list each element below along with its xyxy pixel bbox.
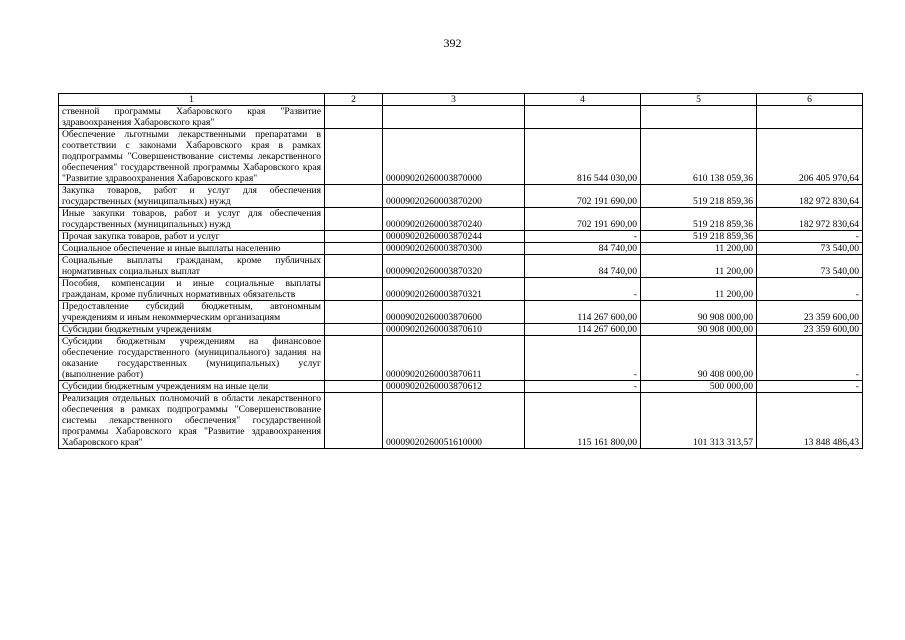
row-value-col-5: 90 908 000,00 — [641, 301, 757, 324]
row-value-col-6 — [757, 106, 863, 129]
row-code: 00009020260003870321 — [383, 278, 525, 301]
row-description: Социальное обеспечение и иные выплаты населению — [59, 243, 325, 255]
row-description: Закупка товаров, работ и услуг для обеспечения государственных (муниципальных) нужд — [59, 185, 325, 208]
row-value-col-4: - — [525, 231, 641, 243]
table-row — [59, 231, 863, 243]
header-col-4: 4 — [525, 94, 641, 106]
row-col-2 — [325, 208, 383, 231]
row-code — [383, 106, 525, 129]
row-value-col-4: 702 191 690,00 — [525, 185, 641, 208]
table-row — [59, 106, 863, 129]
row-col-2 — [325, 278, 383, 301]
header-col-6: 6 — [757, 94, 863, 106]
table-row — [59, 255, 863, 278]
row-value-col-6: - — [757, 336, 863, 381]
row-value-col-4: 114 267 600,00 — [525, 324, 641, 336]
row-code: 00009020260003870000 — [383, 129, 525, 185]
row-value-col-6: 23 359 600,00 — [757, 324, 863, 336]
row-col-2 — [325, 255, 383, 278]
row-value-col-6: 182 972 830,64 — [757, 208, 863, 231]
row-value-col-6: 182 972 830,64 — [757, 185, 863, 208]
row-value-col-6: 73 540,00 — [757, 243, 863, 255]
row-code: 00009020260003870600 — [383, 301, 525, 324]
row-description: ственной программы Хабаровского края "Развитие здравоохранения Хабаровского края" — [59, 106, 325, 129]
table-row — [59, 278, 863, 301]
row-code: 00009020260003870240 — [383, 208, 525, 231]
header-col-5: 5 — [641, 94, 757, 106]
row-value-col-5: 90 408 000,00 — [641, 336, 757, 381]
row-code: 00009020260003870610 — [383, 324, 525, 336]
row-value-col-5: 519 218 859,36 — [641, 208, 757, 231]
row-value-col-5: 500 000,00 — [641, 381, 757, 393]
page-number: 392 — [443, 36, 462, 50]
row-col-2 — [325, 324, 383, 336]
table-row — [59, 301, 863, 324]
row-col-2 — [325, 301, 383, 324]
row-col-2 — [325, 381, 383, 393]
row-col-2 — [325, 129, 383, 185]
table-row — [59, 393, 863, 449]
row-code: 00009020260051610000 — [383, 393, 525, 449]
row-value-col-5: 519 218 859,36 — [641, 185, 757, 208]
row-code: 00009020260003870612 — [383, 381, 525, 393]
row-value-col-6: 206 405 970,64 — [757, 129, 863, 185]
row-value-col-5: 11 200,00 — [641, 255, 757, 278]
row-value-col-4: 114 267 600,00 — [525, 301, 641, 324]
table-row — [59, 381, 863, 393]
header-row — [59, 94, 863, 106]
row-description: Субсидии бюджетным учреждениям — [59, 324, 325, 336]
row-col-2 — [325, 336, 383, 381]
row-code: 00009020260003870244 — [383, 231, 525, 243]
row-value-col-4 — [525, 106, 641, 129]
header-col-1: 1 — [59, 94, 325, 106]
row-value-col-5 — [641, 106, 757, 129]
row-value-col-4: 84 740,00 — [525, 255, 641, 278]
row-col-2 — [325, 231, 383, 243]
row-value-col-5: 11 200,00 — [641, 243, 757, 255]
row-description: Реализация отдельных полномочий в области лекарственного обеспечения в рамках подпрограммы "Совершенствование системы лекарственного обеспечения" государственной программы Хабаровского края "Развитие здравоохранения Хабаровского края" — [59, 393, 325, 449]
row-value-col-4: 816 544 030,00 — [525, 129, 641, 185]
row-description: Социальные выплаты гражданам, кроме публичных нормативных социальных выплат — [59, 255, 325, 278]
row-description: Предоставление субсидий бюджетным, автономным учреждениям и иным некоммерческим организациям — [59, 301, 325, 324]
row-description: Пособия, компенсации и иные социальные выплаты гражданам, кроме публичных нормативных обязательств — [59, 278, 325, 301]
row-value-col-6: - — [757, 381, 863, 393]
row-description: Прочая закупка товаров, работ и услуг — [59, 231, 325, 243]
row-value-col-5: 610 138 059,36 — [641, 129, 757, 185]
row-value-col-4: 702 191 690,00 — [525, 208, 641, 231]
row-code: 00009020260003870320 — [383, 255, 525, 278]
row-value-col-5: 101 313 313,57 — [641, 393, 757, 449]
row-col-2 — [325, 185, 383, 208]
row-code: 00009020260003870300 — [383, 243, 525, 255]
row-value-col-5: 90 908 000,00 — [641, 324, 757, 336]
row-value-col-4: - — [525, 278, 641, 301]
row-description: Субсидии бюджетным учреждениям на финансовое обеспечение государственного (муниципального) задания на оказание государственных (муниципальных) услуг (выполнение работ) — [59, 336, 325, 381]
row-value-col-6: - — [757, 278, 863, 301]
row-value-col-4: - — [525, 381, 641, 393]
header-col-3: 3 — [383, 94, 525, 106]
table-row — [59, 324, 863, 336]
table-body — [59, 106, 863, 449]
row-value-col-6: 23 359 600,00 — [757, 301, 863, 324]
budget-table — [58, 93, 863, 449]
table-row — [59, 208, 863, 231]
row-code: 00009020260003870611 — [383, 336, 525, 381]
table-row — [59, 185, 863, 208]
row-value-col-6: - — [757, 231, 863, 243]
row-code: 00009020260003870200 — [383, 185, 525, 208]
row-value-col-5: 519 218 859,36 — [641, 231, 757, 243]
row-description: Субсидии бюджетным учреждениям на иные цели — [59, 381, 325, 393]
row-value-col-5: 11 200,00 — [641, 278, 757, 301]
table-row — [59, 129, 863, 185]
row-value-col-6: 73 540,00 — [757, 255, 863, 278]
row-col-2 — [325, 243, 383, 255]
row-col-2 — [325, 106, 383, 129]
table-row — [59, 243, 863, 255]
row-description: Иные закупки товаров, работ и услуг для обеспечения государственных (муниципальных) нужд — [59, 208, 325, 231]
row-description: Обеспечение льготными лекарственными препаратами в соответствии с законами Хабаровского края в рамках подпрограммы "Совершенствование системы лекарственного обеспечения" государственной программы Хабаровского края "Развитие здравоохранения Хабаровского края" — [59, 129, 325, 185]
row-value-col-4: - — [525, 336, 641, 381]
row-col-2 — [325, 393, 383, 449]
row-value-col-6: 13 848 486,43 — [757, 393, 863, 449]
row-value-col-4: 84 740,00 — [525, 243, 641, 255]
table-row — [59, 336, 863, 381]
row-value-col-4: 115 161 800,00 — [525, 393, 641, 449]
header-col-2: 2 — [325, 94, 383, 106]
